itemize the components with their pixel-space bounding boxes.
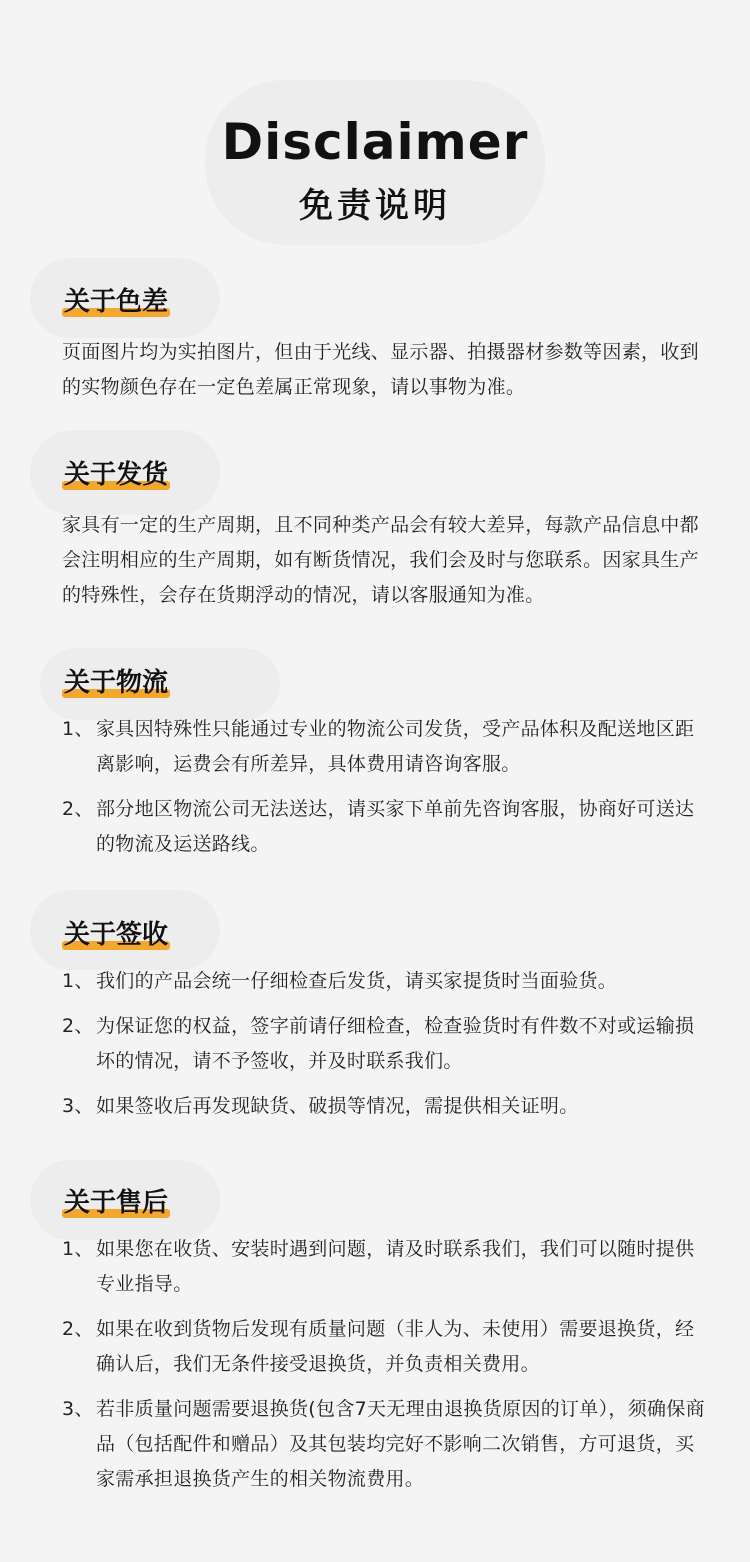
receipt-list	[62, 964, 712, 1124]
after-sales-list	[62, 1232, 712, 1497]
list-item: 3、 若非质量问题需要退换货(包含7天无理由退换货原因的订单），须确保商品（包括配件和赠品）及其包装均完好不影响二次销售，方可退货，买家需承担退换货产生的相关物流费用。	[62, 1398, 705, 1490]
list-item: 2、 部分地区物流公司无法送达，请买家下单前先咨询客服，协商好可送达的物流及运送路线。	[62, 798, 695, 855]
title-english: Disclaimer	[221, 113, 529, 171]
section-logistics	[62, 666, 712, 872]
list-item: 2、 为保证您的权益，签字前请仔细检查，检查验货时有件数不对或运输损坏的情况，请不予签收，并及时联系我们。	[62, 1015, 695, 1072]
list-item: 2、 如果在收到货物后发现有质量问题（非人为、未使用）需要退换货，经确认后，我们无条件接受退换货，并负责相关费用。	[62, 1318, 695, 1375]
section-receipt	[62, 918, 712, 1134]
list-item: 1、 我们的产品会统一仔细检查后发货，请买家提货时当面验货。	[62, 970, 618, 992]
section-title: 关于物流	[64, 668, 169, 698]
section-paragraph: 家具有一定的生产周期，且不同种类产品会有较大差异，每款产品信息中都会注明相应的生产周期，如有断货情况，我们会及时与您联系。因家具生产的特殊性，会存在货期浮动的情况，请以客服通知为准。	[62, 514, 699, 606]
section-shipping	[62, 458, 712, 613]
section-after-sales	[62, 1186, 712, 1507]
logistics-list	[62, 712, 712, 862]
section-title: 关于色差	[64, 287, 169, 317]
list-item: 3、 如果签收后再发现缺货、破损等情况，需提供相关证明。	[62, 1095, 579, 1117]
section-title: 关于发货	[64, 460, 169, 490]
section-color-difference	[62, 285, 712, 405]
list-item: 1、 如果您在收货、安装时遇到问题，请及时联系我们，我们可以随时提供专业指导。	[62, 1238, 695, 1295]
list-item: 1、 家具因特殊性只能通过专业的物流公司发货，受产品体积及配送地区距离影响，运费会有所差异，具体费用请咨询客服。	[62, 718, 695, 775]
section-paragraph: 页面图片均为实拍图片，但由于光线、显示器、拍摄器材参数等因素，收到的实物颜色存在一定色差属正常现象，请以事物为准。	[62, 341, 699, 398]
section-title: 关于签收	[64, 920, 169, 950]
title-chinese: 免责说明	[299, 186, 451, 226]
section-title: 关于售后	[64, 1188, 169, 1218]
page-header	[0, 112, 750, 228]
